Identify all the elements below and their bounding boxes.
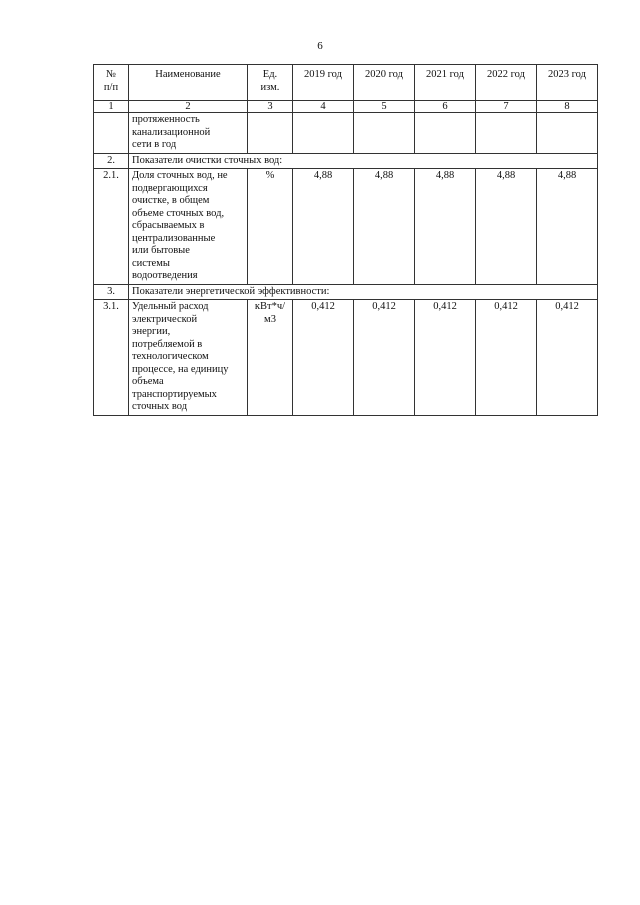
continuation-value (354, 113, 415, 154)
continuation-unit (248, 113, 293, 154)
section-2-title: Показатели очистки сточных вод: (129, 153, 598, 169)
row-3-1-value-2021: 0,412 (415, 300, 476, 416)
continuation-name: протяженность канализационной сети в год (129, 113, 248, 154)
page-number: 6 (317, 40, 323, 52)
header-year-2023: 2023 год (537, 65, 598, 101)
index-cell: 7 (476, 101, 537, 113)
index-cell: 6 (415, 101, 476, 113)
row-3-1-value-2020: 0,412 (354, 300, 415, 416)
row-3-1-value-2019: 0,412 (293, 300, 354, 416)
header-name: Наименование (129, 65, 248, 101)
continuation-row (94, 113, 598, 154)
index-cell: 2 (129, 101, 248, 113)
row-3-1 (94, 300, 598, 416)
section-3-num: 3. (94, 284, 129, 300)
row-3-1-value-2023: 0,412 (537, 300, 598, 416)
row-2-1-name: Доля сточных вод, не подвергающихся очистке, в общем объеме сточных вод, сбрасываемых в централизованные или бытовые системы водоотведения (129, 169, 248, 285)
row-3-1-value-2022: 0,412 (476, 300, 537, 416)
row-2-1 (94, 169, 598, 285)
row-2-1-value-2021: 4,88 (415, 169, 476, 285)
row-2-1-value-2023: 4,88 (537, 169, 598, 285)
header-unit: Ед. изм. (248, 65, 293, 101)
header-num: № п/п (94, 65, 129, 101)
header-year-2021: 2021 год (415, 65, 476, 101)
row-3-1-name: Удельный расход электрической энергии, потребляемой в технологическом процессе, на единицу объема транспортируемых сточных вод (129, 300, 248, 416)
row-2-1-num: 2.1. (94, 169, 129, 285)
index-cell: 5 (354, 101, 415, 113)
header-year-2020: 2020 год (354, 65, 415, 101)
header-year-2022: 2022 год (476, 65, 537, 101)
row-2-1-value-2019: 4,88 (293, 169, 354, 285)
index-cell: 8 (537, 101, 598, 113)
row-2-1-unit: % (248, 169, 293, 285)
continuation-value (415, 113, 476, 154)
section-3-title: Показатели энергетической эффективности: (129, 284, 598, 300)
row-2-1-value-2022: 4,88 (476, 169, 537, 285)
section-2-num: 2. (94, 153, 129, 169)
row-3-1-unit: кВт*ч/ м3 (248, 300, 293, 416)
header-year-2019: 2019 год (293, 65, 354, 101)
index-cell: 4 (293, 101, 354, 113)
section-3-row (94, 284, 598, 300)
continuation-num (94, 113, 129, 154)
row-3-1-num: 3.1. (94, 300, 129, 416)
index-cell: 3 (248, 101, 293, 113)
row-2-1-value-2020: 4,88 (354, 169, 415, 285)
continuation-value (293, 113, 354, 154)
index-cell: 1 (94, 101, 129, 113)
header-row (94, 65, 598, 101)
indicators-table (93, 64, 598, 416)
index-row (94, 101, 598, 113)
section-2-row (94, 153, 598, 169)
continuation-value (476, 113, 537, 154)
continuation-value (537, 113, 598, 154)
